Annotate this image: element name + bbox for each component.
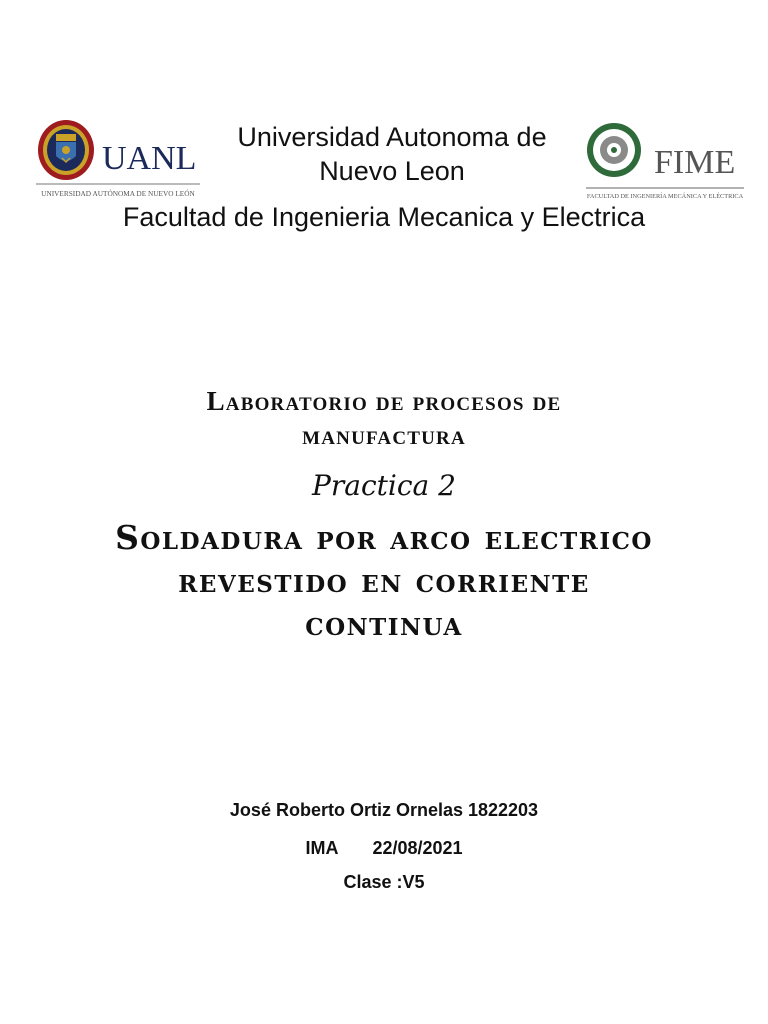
uanl-subtitle: UNIVERSIDAD AUTÓNOMA DE NUEVO LEÓN [41,189,195,198]
uanl-shield-icon [38,120,94,180]
practice-title: Soldadura por arco electrico revestido en corriente continua [115,518,653,643]
fime-wordmark: FIME [654,144,736,181]
class-line: Clase :V5 [343,872,425,892]
fime-seal-icon [587,123,641,177]
program-date-line [0,836,768,860]
program-code: IMA [305,838,339,858]
course-title: Laboratorio de procesos de manufactura [206,386,562,450]
report-date: 22/08/2021 [372,838,463,858]
university-name [200,120,584,188]
author-line: José Roberto Ortiz Ornelas 1822203 [229,800,539,820]
practice-label: Practica 2 [312,469,456,502]
fime-logo [584,118,746,202]
university-name-line2: Nuevo Leon [319,156,465,186]
fime-subtitle: FACULTAD DE INGENIERÍA MECÁNICA Y ELÉCTRICA [586,193,744,200]
uanl-wordmark: UANL [102,140,197,177]
uanl-logo [34,118,202,202]
university-name-line1: Universidad Autonoma de [237,122,547,152]
faculty-name: Facultad de Ingenieria Mecanica y Electrica [122,202,646,232]
